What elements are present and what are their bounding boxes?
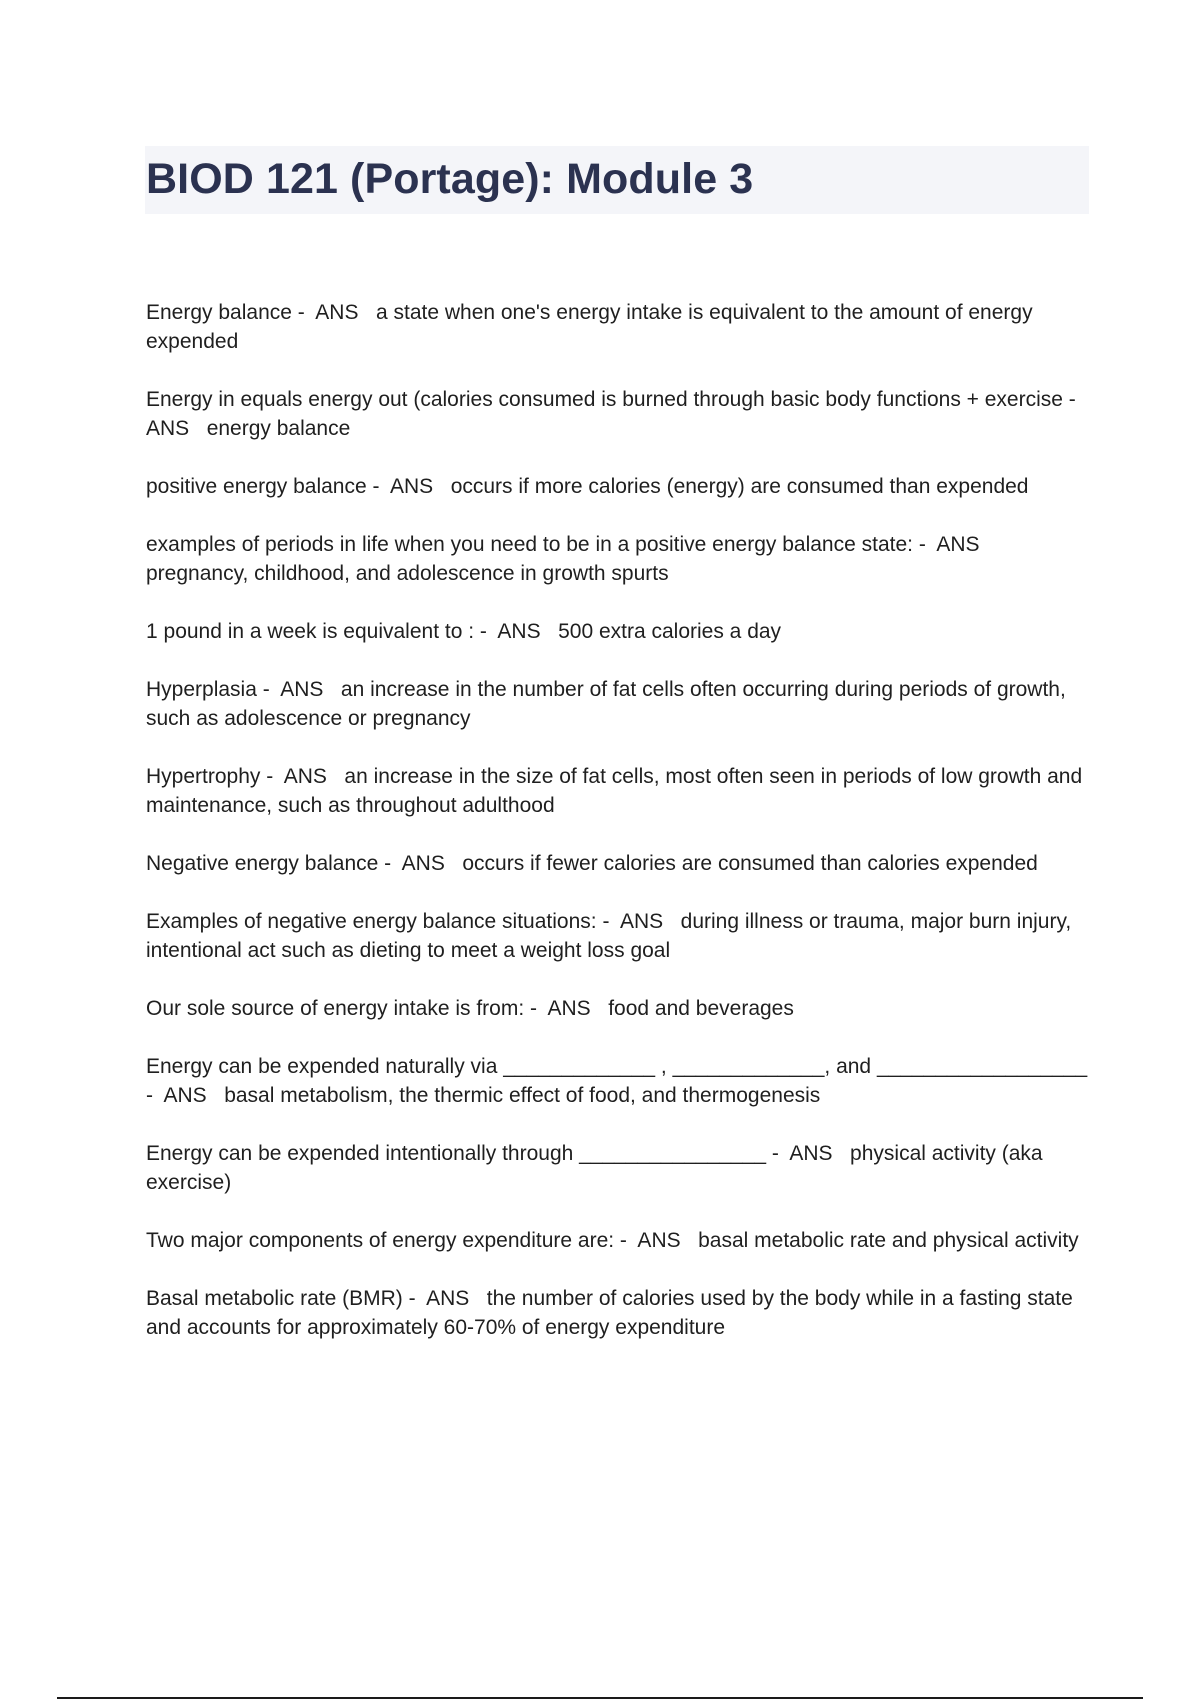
qa-term: 1 pound in a week is equivalent to : bbox=[146, 620, 475, 643]
qa-item bbox=[146, 994, 1096, 1023]
qa-term: Basal metabolic rate (BMR) bbox=[146, 1287, 403, 1310]
qa-separator: - ANS bbox=[260, 765, 345, 788]
qa-term: Energy can be expended intentionally through ________________ bbox=[146, 1142, 767, 1165]
qa-separator: - ANS bbox=[146, 388, 1087, 440]
qa-item bbox=[146, 1139, 1096, 1197]
qa-term: Examples of negative energy balance situations: bbox=[146, 910, 597, 933]
qa-answer: food and beverages bbox=[608, 997, 794, 1020]
qa-term: Two major components of energy expenditure are: bbox=[146, 1229, 615, 1252]
qa-item bbox=[146, 385, 1096, 443]
qa-term: Negative energy balance bbox=[146, 852, 379, 875]
qa-separator: - ANS bbox=[402, 1287, 487, 1310]
qa-separator: - ANS bbox=[474, 620, 559, 643]
qa-answer: basal metabolic rate and physical activity bbox=[698, 1229, 1079, 1252]
qa-separator: - ANS bbox=[378, 852, 463, 875]
qa-separator: - ANS bbox=[614, 1229, 699, 1252]
qa-answer: pregnancy, childhood, and adolescence in growth spurts bbox=[146, 562, 669, 585]
qa-item bbox=[146, 1226, 1096, 1255]
qa-list bbox=[146, 298, 1096, 1371]
qa-answer: basal metabolism, the thermic effect of food, and thermogenesis bbox=[224, 1084, 821, 1107]
qa-answer: occurs if more calories (energy) are consumed than expended bbox=[450, 475, 1029, 498]
qa-answer: an increase in the number of fat cells often occurring during periods of growth, such as adolescence or pregnancy bbox=[146, 678, 1072, 730]
page-title: BIOD 121 (Portage): Module 3 bbox=[146, 155, 754, 203]
qa-separator: - ANS bbox=[596, 910, 681, 933]
qa-item bbox=[146, 530, 1096, 588]
qa-answer: an increase in the size of fat cells, most often seen in periods of low growth and maintenance, such as throughout adulthood bbox=[146, 765, 1089, 817]
qa-item bbox=[146, 762, 1096, 820]
qa-term: positive energy balance bbox=[146, 475, 367, 498]
qa-separator: - ANS bbox=[291, 301, 376, 324]
qa-term: Energy can be expended naturally via _____________ , _____________, and __________________ bbox=[146, 1055, 1088, 1078]
qa-separator: - ANS bbox=[766, 1142, 851, 1165]
qa-answer: the number of calories used by the body while in a fasting state and accounts for approximately 60-70% of energy expenditure bbox=[146, 1287, 1079, 1339]
qa-item bbox=[146, 849, 1096, 878]
qa-answer: occurs if fewer calories are consumed than calories expended bbox=[462, 852, 1038, 875]
qa-item bbox=[146, 298, 1096, 356]
qa-answer: a state when one's energy intake is equivalent to the amount of energy expended bbox=[146, 301, 1039, 353]
bottom-rule bbox=[57, 1697, 1143, 1699]
qa-separator: - ANS bbox=[256, 678, 341, 701]
qa-term: examples of periods in life when you need to be in a positive energy balance state: bbox=[146, 533, 913, 556]
qa-term: Hypertrophy bbox=[146, 765, 261, 788]
qa-item bbox=[146, 675, 1096, 733]
qa-item bbox=[146, 1052, 1096, 1110]
qa-item bbox=[146, 907, 1096, 965]
qa-term: Energy in equals energy out (calories consumed is burned through basic body functions + exercise bbox=[146, 388, 1063, 411]
qa-term: Hyperplasia bbox=[146, 678, 257, 701]
qa-item bbox=[146, 1284, 1096, 1342]
qa-term: Energy balance bbox=[146, 301, 292, 324]
qa-answer: 500 extra calories a day bbox=[558, 620, 782, 643]
qa-answer: energy balance bbox=[206, 417, 351, 440]
qa-separator: - ANS bbox=[146, 1055, 1094, 1107]
title-band bbox=[145, 146, 1089, 214]
qa-separator: - ANS bbox=[912, 533, 998, 556]
qa-answer: physical activity (aka exercise) bbox=[146, 1142, 1049, 1194]
qa-separator: - ANS bbox=[524, 997, 609, 1020]
qa-item bbox=[146, 472, 1096, 501]
qa-item bbox=[146, 617, 1096, 646]
qa-answer: during illness or trauma, major burn injury, intentional act such as dieting to meet a weight loss goal bbox=[146, 910, 1078, 962]
qa-term: Our sole source of energy intake is from: bbox=[146, 997, 525, 1020]
qa-separator: - ANS bbox=[366, 475, 451, 498]
